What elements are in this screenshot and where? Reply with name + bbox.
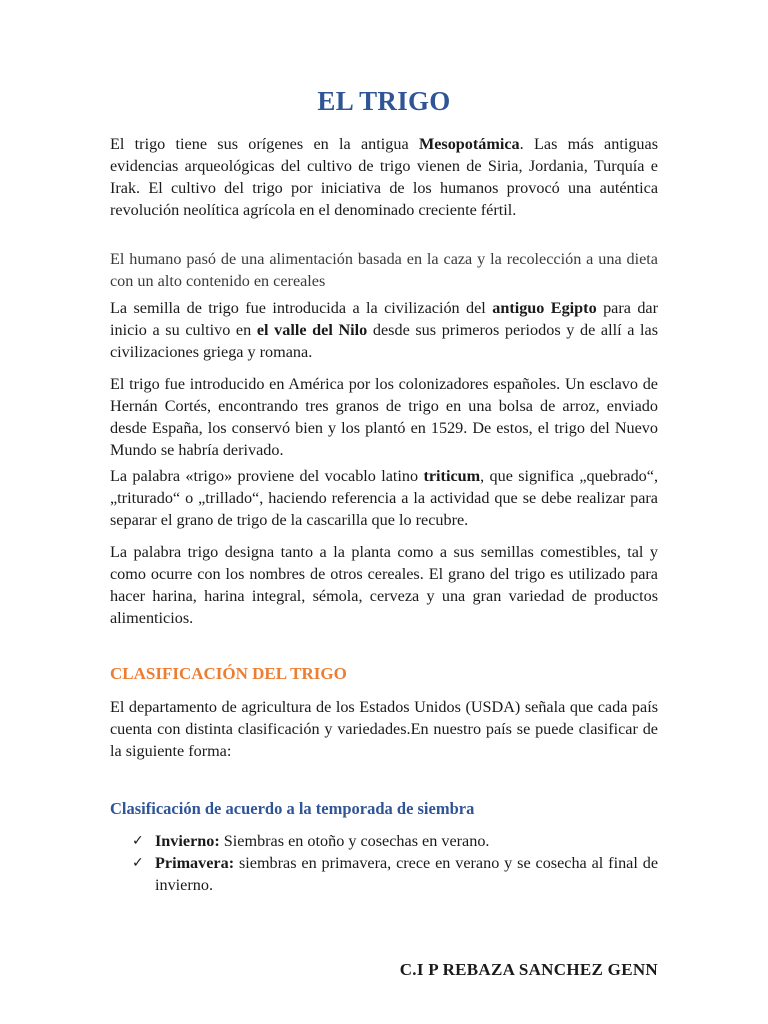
paragraph-text: para dar inicio a su cultivo en <box>110 299 658 339</box>
list-term: Invierno: <box>155 832 220 850</box>
paragraph-egypt <box>110 297 658 363</box>
list-item-winter <box>110 830 658 852</box>
paragraph-etymology <box>110 465 658 531</box>
season-list <box>110 830 658 896</box>
bold-term-triticum: triticum <box>423 467 481 485</box>
paragraph-uses: La palabra trigo designa tanto a la planta como a sus semillas comestibles, tal y como ocurre con los nombres de otros cereales. El grano del trigo es utilizado para hacer harina, harina integral, sémola, cerveza y una gran variedad de productos alimenticios. <box>110 543 658 627</box>
paragraph-text: . Las más antiguas evidencias arqueológicas del cultivo de trigo vienen de Siria, Jordania, Turquía e Irak. El cultivo del trigo por iniciativa de los humanos provocó una auténtica revolución neolítica agrícola en el denominado creciente fértil. <box>110 135 658 219</box>
paragraph-usda: El departamento de agricultura de los Estados Unidos (USDA) señala que cada país cuenta con distinta clasificación y variedades.En nuestro país se puede clasificar de la siguiente forma: <box>110 698 658 760</box>
bold-term-mesopotamica: Mesopotámica <box>418 135 520 153</box>
paragraph-text: , que significa „quebrado“, „triturado“ o „trillado“, haciendo referencia a la actividad que se debe realizar para separar el grano de trigo de la cascarilla que lo recubre. <box>110 467 658 529</box>
list-item-spring <box>110 852 658 896</box>
footer-author: C.I P REBAZA SANCHEZ GENN <box>399 960 658 979</box>
bold-term-nile: el valle del Nilo <box>256 321 368 339</box>
check-icon: ✓ <box>132 833 144 849</box>
paragraph-america: El trigo fue introducido en América por los colonizadores españoles. Un esclavo de Hernán Cortés, encontrando tres granos de trigo en una bolsa de arroz, enviado desde España, los conservó bien y los plantó en 1529. De estos, el trigo del Nuevo Mundo se habría derivado. <box>110 375 658 459</box>
list-text: Siembras en otoño y cosechas en verano. <box>219 832 490 850</box>
list-term: Primavera: <box>155 854 235 872</box>
paragraph-text: La palabra «trigo» proviene del vocablo latino <box>110 467 424 485</box>
paragraph-text: El trigo tiene sus orígenes en la antigua <box>110 135 419 153</box>
paragraph-text: desde sus primeros periodos y de allí a las civilizaciones griega y romana. <box>110 321 659 361</box>
list-text: siembras en primavera, crece en verano y se cosecha al final de invierno. <box>155 854 658 894</box>
bold-term-egypt: antiguo Egipto <box>492 299 597 317</box>
paragraph-diet: El humano pasó de una alimentación basada en la caza y la recolección a una dieta con un alto contenido en cereales <box>110 250 658 290</box>
paragraph-text: La semilla de trigo fue introducida a la civilización del <box>110 299 493 317</box>
paragraph-origins <box>110 133 658 221</box>
check-icon: ✓ <box>132 855 144 871</box>
page-title: EL TRIGO <box>317 86 451 116</box>
section-heading-classification: CLASIFICACIÓN DEL TRIGO <box>110 664 347 683</box>
subheading-season: Clasificación de acuerdo a la temporada de siembra <box>110 799 475 818</box>
